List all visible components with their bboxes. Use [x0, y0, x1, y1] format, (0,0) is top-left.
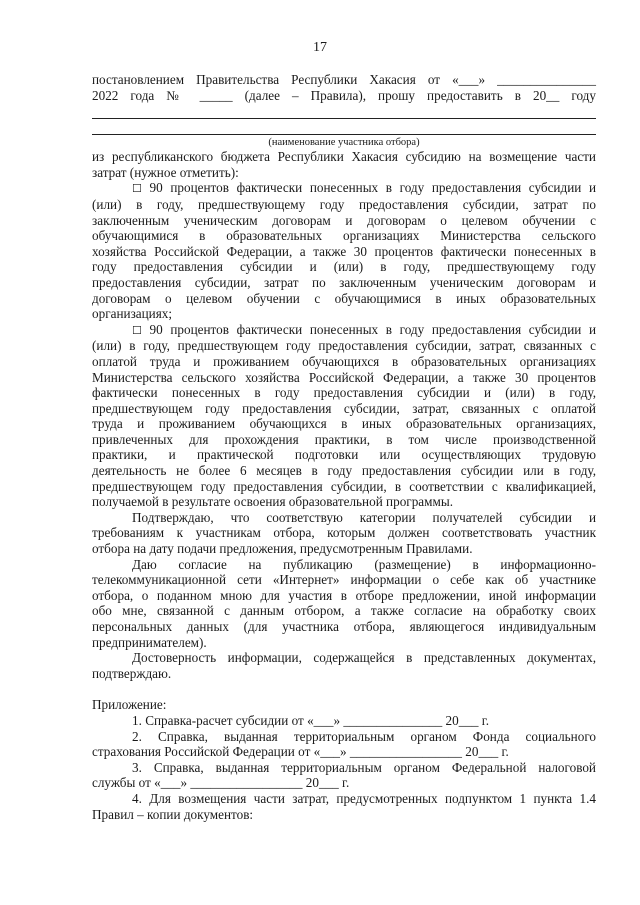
- confirmation-paragraph: [92, 510, 596, 557]
- text-line: организациях;: [92, 306, 173, 322]
- accuracy-paragraph: [92, 650, 596, 681]
- text-line: деятельность не более 6 месяцев в году предоставления субсидии или в году,: [92, 463, 596, 479]
- text-line: привлеченных для прохождения практики, в том числе производственной: [92, 431, 596, 447]
- text-line: страхования Российской Федерации от «___» _________________ 20___ г.: [92, 744, 509, 760]
- appendix-title: Приложение:: [92, 697, 167, 713]
- option-2-first-line: 90 процентов фактически понесенных в году предоставления субсидии и: [149, 321, 597, 337]
- text-line: труда и проживанием обучающихся в иных образовательных организациях,: [92, 416, 596, 432]
- text-line: предпринимателем).: [92, 634, 207, 650]
- text-line: из республиканского бюджета Республики Хакасия субсидию на возмещение части: [92, 149, 596, 165]
- text-line: договорам о целевом обучении с обучающимися в иных образовательных: [92, 290, 596, 306]
- option-1: [92, 180, 596, 321]
- text-line: требованиям к участникам отбора, которым должен соответствовать участник: [92, 525, 596, 541]
- text-line: получаемой в результате освоения образовательной программы.: [92, 494, 454, 510]
- blank-line: [92, 103, 596, 119]
- appendix-item-4: 4. Для возмещения части затрат, предусмотренных подпунктом 1 пункта 1.4: [132, 790, 596, 806]
- text-line: (или) в году, предшествующему году предоставления субсидии, затрат по: [92, 196, 596, 212]
- text-line: обо мне, связанной с данным отбором, а также согласие на обработку своих: [92, 603, 596, 619]
- blank-line: [92, 119, 596, 135]
- text-line: Правил – копии документов:: [92, 806, 254, 822]
- text-line: предшествующем году предоставления субсидии, затрат, связанных с оплатой: [92, 400, 596, 416]
- appendix-section: [92, 697, 596, 822]
- text-line: отбора на дату подачи предложения, предусмотренным Правилами.: [92, 541, 473, 557]
- text-line: году предоставления субсидии и (или) в году, предшествующему году: [92, 259, 596, 275]
- text-line: практики, и практической подготовки или осуществляющих трудовую: [92, 447, 596, 463]
- text-line: фактически понесенных в году предоставления субсидии и (или) в году,: [92, 385, 596, 401]
- text-line: предшествующем году предоставления субсидии, в соответствии с квалификацией,: [92, 478, 596, 494]
- header-paragraph: [92, 72, 596, 103]
- text-line: Достоверность информации, содержащейся в представленных документах,: [132, 650, 596, 666]
- text-line: службы от «___» _________________ 20___ г.: [92, 775, 350, 791]
- checkbox-icon[interactable]: ☐: [132, 323, 142, 337]
- appendix-item-1: 1. Справка-расчет субсидии от «___» _______________ 20___ г.: [132, 712, 490, 728]
- appendix-item-2: 2. Справка, выданная территориальным органом Фонда социального: [132, 728, 596, 744]
- participant-caption: (наименование участника отбора): [268, 137, 420, 149]
- appendix-item-3: 3. Справка, выданная территориальным органом Федеральной налоговой: [132, 759, 596, 775]
- option-1-first-line: 90 процентов фактически понесенных в году предоставления субсидии и: [149, 180, 597, 196]
- text-line: [92, 322, 596, 339]
- page-number: 17: [313, 40, 327, 55]
- text-line: [92, 180, 596, 197]
- text-line: оплатой труда и проживанием обучающихся в образовательных организациях: [92, 353, 596, 369]
- text-line: Даю согласие на публикацию (размещение) в информационно-: [132, 556, 596, 572]
- text-line: телекоммуникационной сети «Интернет» информации о себе как об участнике: [92, 572, 596, 588]
- text-line: обучающимися в образовательных организациях Министерства сельского: [92, 228, 596, 244]
- intro-paragraph: [92, 149, 596, 180]
- text-line: предоставления субсидии, затрат по заключенным ученическим договорам и: [92, 274, 596, 290]
- text-line: Министерства сельского хозяйства Российской Федерации, а также 30 процентов: [92, 369, 596, 385]
- consent-paragraph: [92, 557, 596, 651]
- spacer: [92, 681, 596, 697]
- text-line: постановлением Правительства Республики Хакасия от «___» _______________: [92, 72, 596, 87]
- text-line: Подтверждаю, что соответствую категории получателей субсидии и: [132, 509, 596, 525]
- text-line: заключенным ученическим договорам и договорам о целевом обучении с: [92, 212, 596, 228]
- text-line: (или) в году, предшествующем году предоставления субсидии, затрат, связанных с: [92, 338, 596, 354]
- text-line: отбора, о поданном мною для участия в отборе предложении, иной информации: [92, 587, 596, 603]
- document-body: [92, 72, 596, 822]
- text-line: затрат (нужное отметить):: [92, 164, 239, 180]
- text-line: подтверждаю.: [92, 665, 172, 681]
- option-2: [92, 322, 596, 510]
- text-line: хозяйства Российской Федерации, а также 30 процентов фактически понесенных в: [92, 243, 596, 259]
- text-line: персональных данных (для участника отбора, являющегося индивидуальным: [92, 619, 596, 634]
- text-line: 2022 года № _____ (далее – Правила), прошу предоставить в 20__ году: [92, 87, 596, 103]
- checkbox-icon[interactable]: ☐: [132, 182, 142, 196]
